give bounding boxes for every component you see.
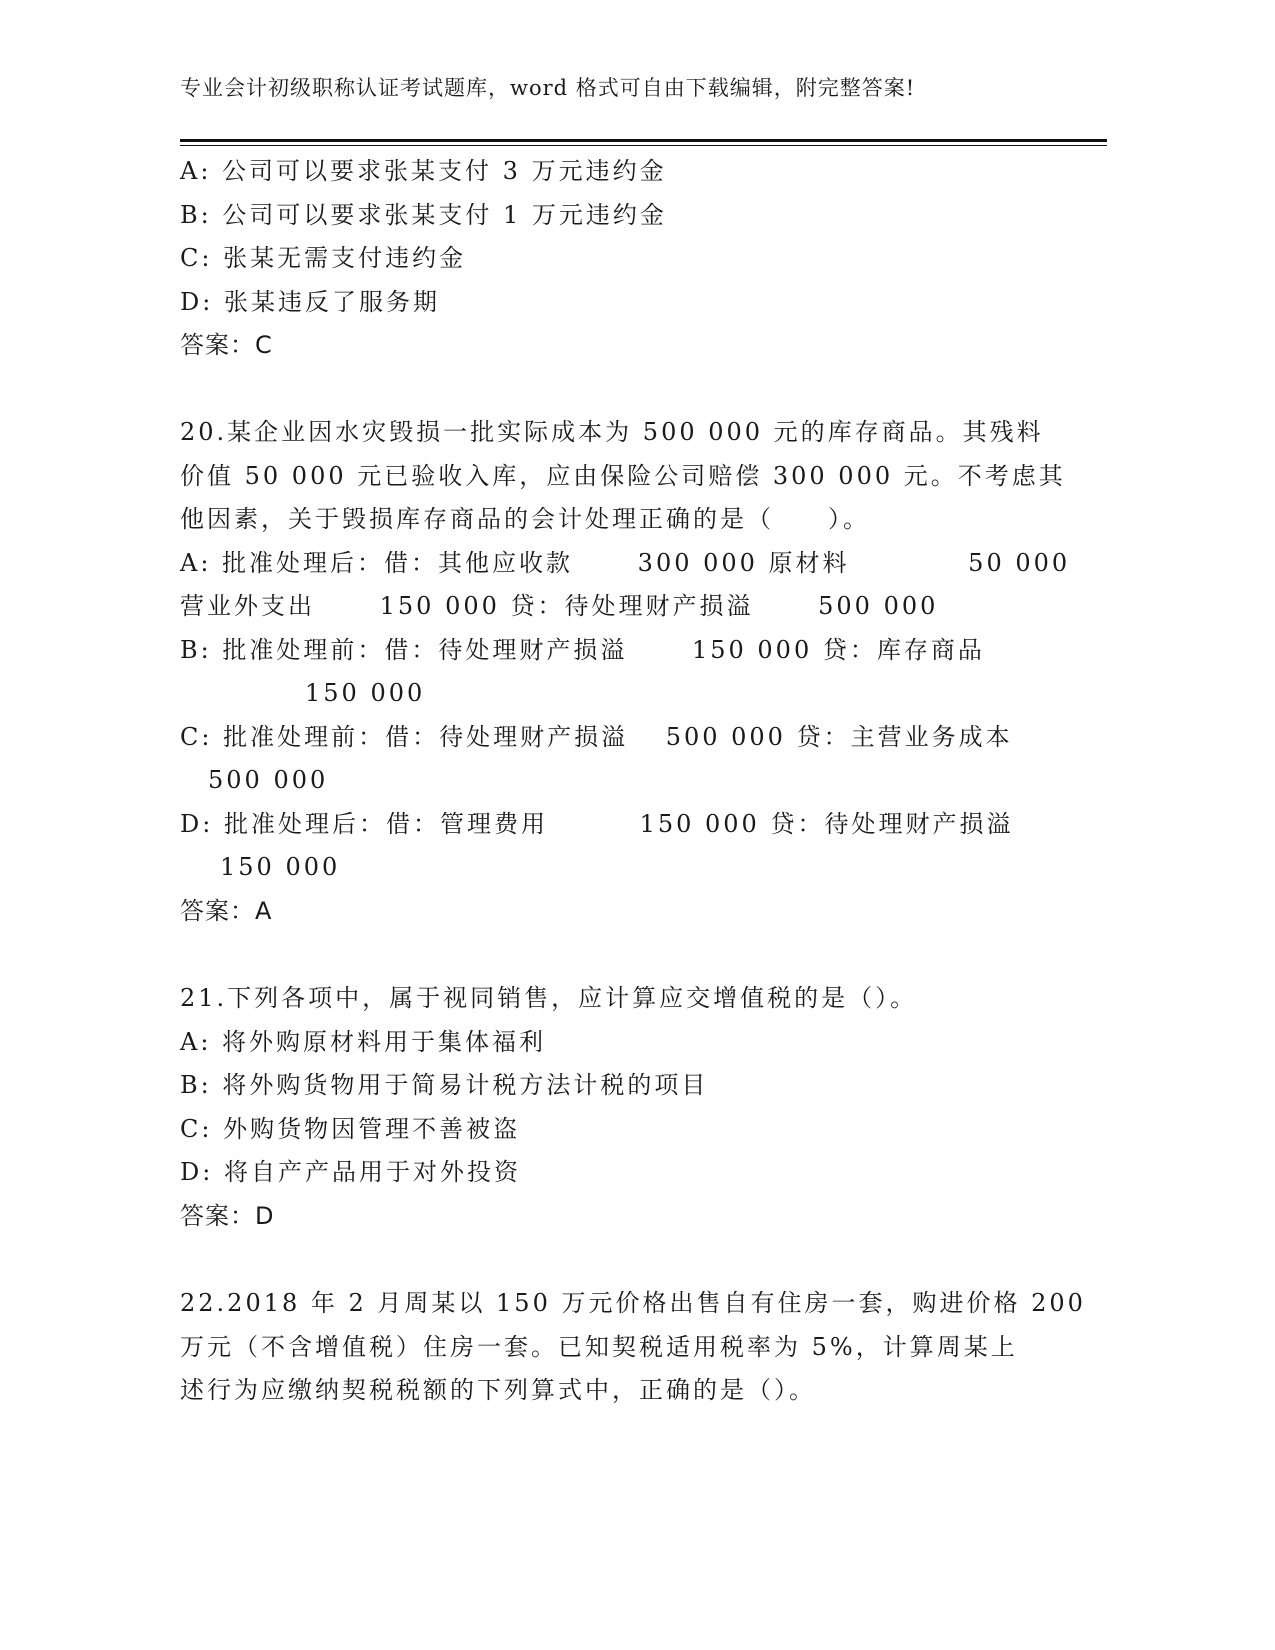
q22-stem-line: 述行为应缴纳契税税额的下列算式中，正确的是（）。 [180,1376,816,1404]
q20-stem-line: 价值 50 000 元已验收入库，应由保险公司赔偿 300 000 元。不考虑其 [180,461,1066,490]
q21-option-d: D: 将自产产品用于对外投资 [180,1158,521,1186]
question-22 [180,1282,1086,1413]
q21-answer: 答案：D [180,1201,275,1230]
q20-stem-line: 20.某企业因水灾毁损一批实际成本为 500 000 元的库存商品。其残料 [180,418,1044,446]
q20-stem-line: 他因素，关于毁损库存商品的会计处理正确的是（ ）。 [180,505,870,533]
q20-option-c: C: 批准处理前：借：待处理财产损溢 500 000 贷：主营业务成本 [180,722,1013,751]
q21-option-b: B: 将外购货物用于简易计税方法计税的项目 [180,1071,709,1099]
q20-option-a: A: 批准处理后：借：其他应收款 300 000 原材料 50 000 [180,548,1071,577]
q20-option-b: B: 批准处理前：借：待处理财产损溢 150 000 贷：库存商品 [180,635,985,664]
header-rule-thick [180,139,1107,142]
q21-option-a: A: 将外购原材料用于集体福利 [180,1027,547,1056]
question-20 [180,411,1071,933]
q19-option-a: A: 公司可以要求张某支付 3 万元违约金 [180,157,667,185]
header-rule-thin [180,145,1107,146]
q20-option-a-cont: 营业外支出 150 000 贷：待处理财产损溢 500 000 [180,592,939,620]
q22-stem-line: 万元（不含增值税）住房一套。已知契税适用税率为 5%，计算周某上 [180,1332,1018,1361]
q19-option-d: D: 张某违反了服务期 [180,287,440,316]
q19-option-c: C: 张某无需支付违约金 [180,244,467,272]
q21-stem: 21.下列各项中，属于视同销售，应计算应交增值税的是（）。 [180,984,918,1012]
q21-option-c: C: 外购货物因管理不善被盗 [180,1114,521,1143]
page-header: 专业会计初级职称认证考试题库，word 格式可自由下载编辑，附完整答案! [180,76,916,100]
q20-answer: 答案：A [180,896,273,925]
q22-stem-line: 22.2018 年 2 月周某以 150 万元价格出售自有住房一套，购进价格 200 [180,1289,1086,1317]
q19-answer: 答案：C [180,331,273,359]
q20-option-d-cont: 150 000 [220,853,341,881]
q20-option-b-cont: 150 000 [305,679,426,707]
q20-option-d: D: 批准处理后：借：管理费用 150 000 贷：待处理财产损溢 [180,809,1014,838]
q19-option-b: B: 公司可以要求张某支付 1 万元违约金 [180,200,667,229]
question-19 [180,150,1060,368]
q20-option-c-cont: 500 000 [208,766,329,794]
question-21 [180,977,1060,1238]
